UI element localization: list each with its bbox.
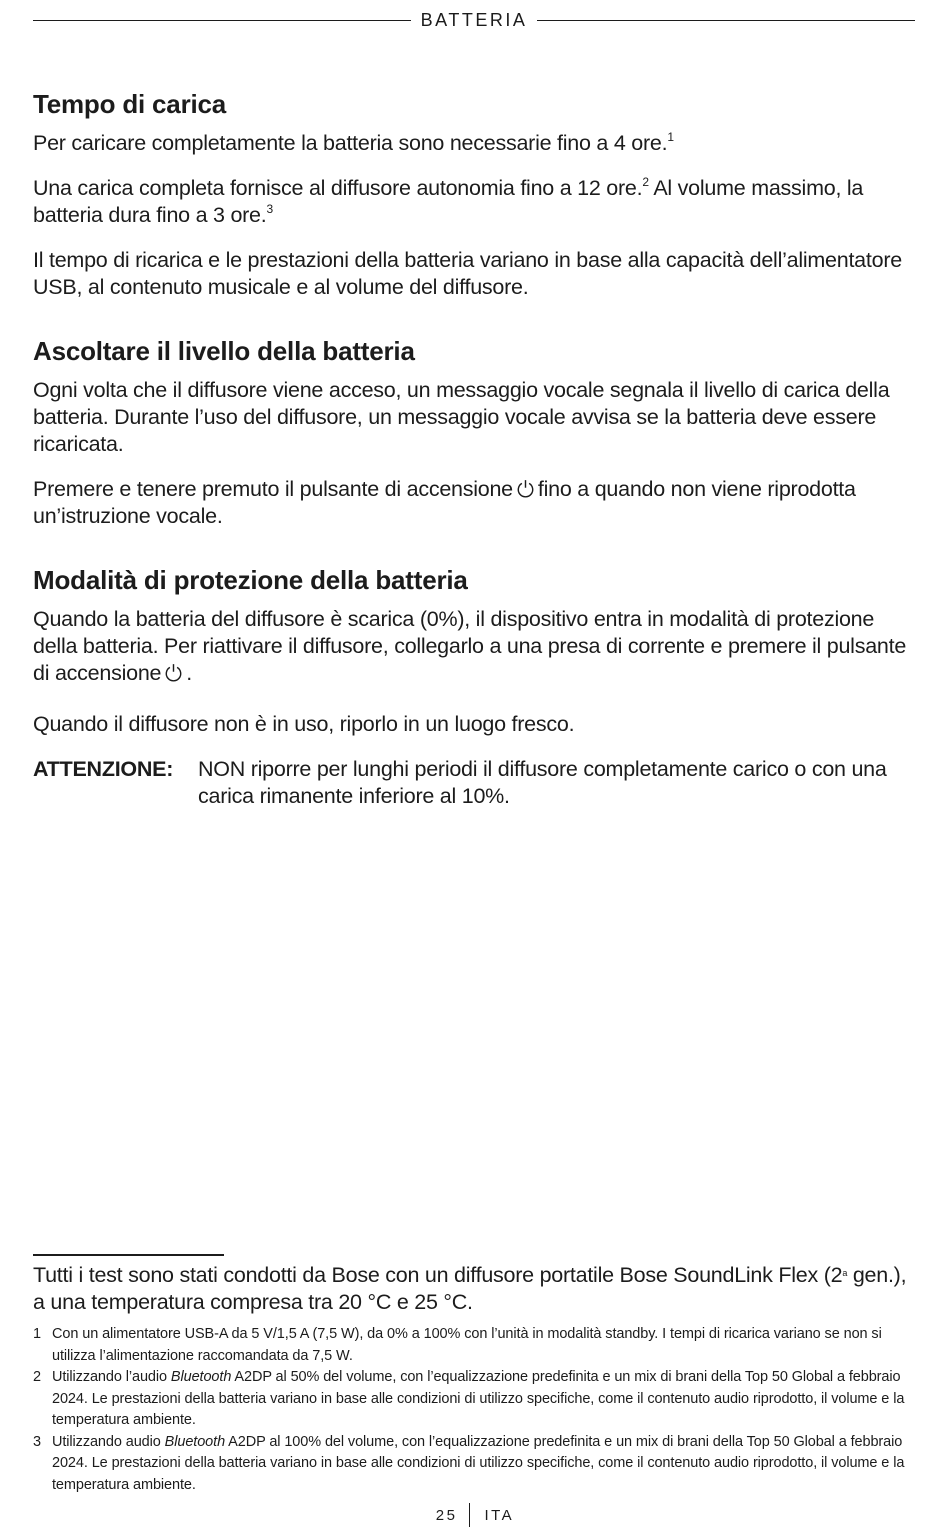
footnote-ref-2: 2 (642, 175, 649, 189)
header-rule-right (537, 20, 915, 21)
warning-text: NON riporre per lunghi periodi il diffusore completamente carico o con una carica rimanente inferiore al 10%. (198, 757, 887, 808)
power-icon (164, 663, 183, 682)
protection-paragraph-2: Quando il diffusore non è in uso, riporlo in un luogo fresco. (33, 712, 575, 736)
power-icon (516, 479, 535, 498)
page-header (33, 8, 915, 32)
section-title: BATTERIA (420, 9, 528, 30)
footnote-number: 2 (33, 1369, 41, 1385)
charge-time-heading: Tempo di carica (33, 89, 227, 119)
page-footer (0, 1503, 950, 1527)
charge-time-paragraph-3: Il tempo di ricarica e le prestazioni della batteria variano in base alla capacità dell’alimentatore USB, al contenuto musicale e al volume del diffusore. (33, 248, 902, 299)
language-code: ITA (484, 1506, 515, 1524)
protection-heading: Modalità di protezione della batteria (33, 565, 468, 595)
protection-paragraph-1: Quando la batteria del diffusore è scarica (0%), il dispositivo entra in modalità di protezione della batteria. Per riattivare il diffusore, collegarlo a una presa di corrente e premere il pulsante di accensione . (33, 607, 907, 685)
charge-time-paragraph-2: Una carica completa fornisce al diffusore autonomia fino a 12 ore.$^2$ Al volume massimo, la batteria dura fino a 3 ore.$^3$ (33, 175, 864, 227)
protection-section (33, 564, 917, 810)
footnote-item (33, 1432, 917, 1497)
battery-level-paragraph-1: Ogni volta che il diffusore viene acceso, un messaggio vocale segnala il livello di carica della batteria. Durante l’uso del diffusore, un messaggio vocale avvisa se la batteria deve essere ricaricata. (33, 378, 890, 456)
battery-level-heading: Ascoltare il livello della batteria (33, 336, 415, 366)
footnote-number: 3 (33, 1433, 41, 1450)
footnotes (33, 1262, 917, 1496)
battery-level-section (33, 335, 917, 530)
main-content (33, 88, 917, 810)
footnote-item (33, 1367, 917, 1432)
footnote-text: Con un alimentatore USB-A da 5 V/1,5 A (7,5 W), da 0% a 100% con l’unità in modalità standby. I tempi di ricarica variano se non si utilizza l’alimentazione raccomandata da 7,5 W. (52, 1326, 882, 1364)
footnote-ref-3: 3 (266, 202, 273, 216)
charge-time-paragraph-1: Per caricare completamente la batteria sono necessarie fino a 4 ore.$^1$ (33, 130, 674, 155)
footnote-item (33, 1324, 917, 1367)
footnote-text: Utilizzando l’audio Bluetooth A2DP al 50% del volume, con l’equalizzazione predefinita e un mix di brani della Top 50 Global a febbraio 2024. Le prestazioni della batteria variano in base alle condizioni di utilizzo specifiche, come il contenuto audio riprodotto, il volume e la temperatura ambiente. (52, 1369, 905, 1428)
warning-label: ATTENZIONE: (33, 757, 174, 781)
footnote-number: 1 (33, 1326, 41, 1342)
header-rule-left (33, 20, 411, 21)
footnote-divider (33, 1254, 224, 1256)
footnote-text: Utilizzando audio Bluetooth A2DP al 100% del volume, con l’equalizzazione predefinita e un mix di brani della Top 50 Global a febbraio 2024. Le prestazioni della batteria variano in base alle condizioni di utilizzo specifiche, come il contenuto audio riprodotto, il volume e la temperatura ambiente. (52, 1433, 905, 1493)
footnote-intro: Tutti i test sono stati condotti da Bose con un diffusore portatile Bose SoundLink Flex (2$^a$ gen.), a una temperatura compresa tra 20 °C e 25 °C. (33, 1263, 907, 1314)
battery-level-paragraph-2: Premere e tenere premuto il pulsante di accensione fino a quando non viene riprodotta un’istruzione vocale. (33, 477, 856, 528)
charge-time-section (33, 88, 917, 301)
footnote-ref-1: 1 (667, 130, 674, 144)
page-number: 25 (435, 1506, 458, 1524)
footer-separator (469, 1503, 470, 1527)
warning-block (33, 756, 917, 810)
